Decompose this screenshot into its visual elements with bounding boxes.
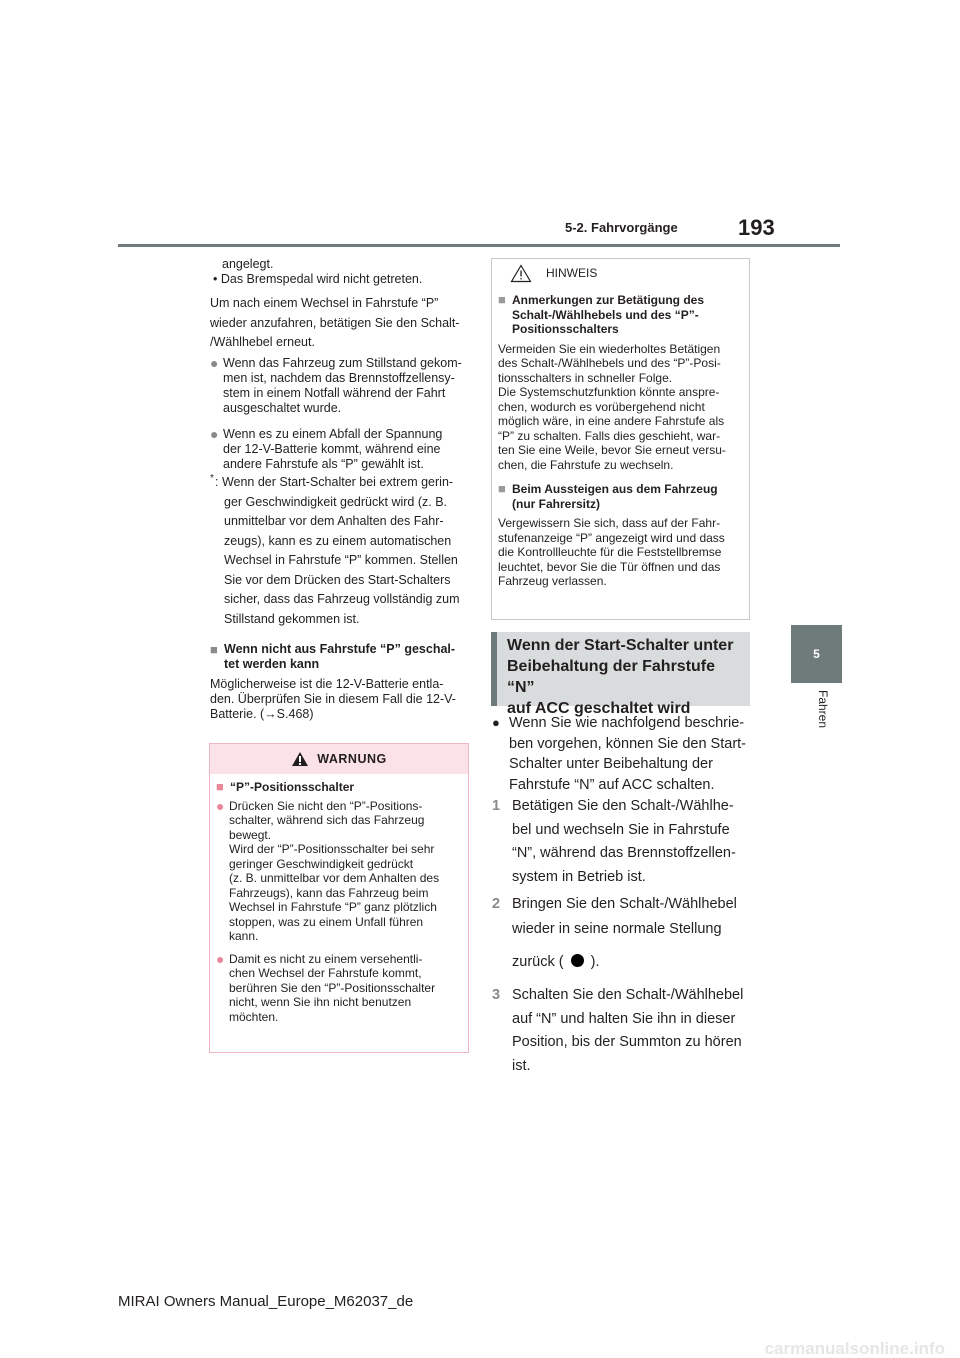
warning-line: Wird der “P”-Positionsschalter bei sehr <box>229 842 435 856</box>
header-rule <box>118 244 840 247</box>
note-line: Fahrzeug verlassen. <box>498 574 607 588</box>
warning-line: chen Wechsel der Fahrstufe kommt, <box>229 966 422 980</box>
note-subhead-line: (nur Fahrersitz) <box>512 496 601 511</box>
chapter-tab[interactable] <box>791 625 842 683</box>
warning-line: stoppen, was zu einem Unfall führen <box>229 914 424 929</box>
left-subhead-body <box>210 677 468 722</box>
para1-line: wieder anzufahren, betätigen Sie den Schalt- <box>210 315 460 330</box>
step-line: system in Betrieb ist. <box>512 868 646 885</box>
step-text: zurück ( <box>512 954 564 970</box>
left-bullet-1 <box>210 356 468 416</box>
step-line: auf “N” und halten Sie ihn in dieser <box>512 1010 736 1027</box>
section-title-line: Beibehaltung der Fahrstufe “N” <box>507 658 716 696</box>
warning-line: berühren Sie den “P”-Positionsschalter <box>229 980 436 995</box>
chapter-number: 5 <box>813 647 820 661</box>
footnote-line: unmittelbar vor dem Anhalten des Fahr- <box>224 514 444 528</box>
bullet-line: Wenn es zu einem Abfall der Spannung <box>223 427 443 441</box>
svg-text:carmanualsonline.info: carmanualsonline.info <box>764 1340 945 1358</box>
subhead-line: Wenn nicht aus Fahrstufe “P” geschal- <box>224 642 456 656</box>
step-line: Bringen Sie den Schalt-/Wählhebel <box>512 896 737 912</box>
note-body-1 <box>498 342 743 473</box>
step-text: ). <box>590 954 600 970</box>
note-line: ten Sie eine Weile, bevor Sie erneut versu- <box>498 443 726 457</box>
caution-triangle-icon <box>510 264 532 283</box>
footnote-line: Stillstand gekommen ist. <box>224 611 360 626</box>
left-subhead <box>210 642 468 672</box>
step-line: ist. <box>512 1057 531 1074</box>
warning-line: Drücken Sie nicht den “P”-Positions- <box>229 798 423 813</box>
warning-item-1 <box>216 799 462 944</box>
warning-body <box>210 774 468 1024</box>
step-number: 2 <box>492 896 501 912</box>
footnote-line: Wechsel in Fahrstufe “P” kommen. Stellen <box>224 553 458 567</box>
note-subhead-line: Anmerkungen zur Betätigung des <box>512 293 705 307</box>
note-line: leuchtet, bevor Sie die Tür öffnen und das <box>498 559 721 574</box>
footnote-mark: * <box>210 473 214 484</box>
intro-line: Fahrstufe “N” auf ACC schalten. <box>509 776 715 793</box>
step-2 <box>492 892 752 975</box>
intro-line: ben vorgehen, können Sie den Start- <box>509 735 746 752</box>
step-line: bel und wechseln Sie in Fahrstufe <box>512 821 730 838</box>
note-subhead-line: Beim Aussteigen aus dem Fahrzeug <box>512 482 718 496</box>
warning-line: schalter, während sich das Fahrzeug <box>229 813 425 827</box>
note-line: stufenanzeige “P” angezeigt wird und dass <box>498 530 725 545</box>
note-line: chen, die Fahrstufe zu wechseln. <box>498 457 674 472</box>
bullet-dot-icon: ● <box>216 797 225 814</box>
bullet-dot-icon: ● <box>492 715 500 730</box>
warning-line: möchten. <box>229 1009 279 1024</box>
section-title-line: auf ACC geschaltet wird <box>507 700 691 717</box>
bullet-line: men ist, nachdem das Brennstoffzellensy- <box>223 371 455 385</box>
warning-line: (z. B. unmittelbar vor dem Anhalten des <box>229 871 440 885</box>
warning-line: Wechsel in Fahrstufe “P” ganz plötzlich <box>229 900 437 914</box>
filled-circle-icon <box>571 954 584 967</box>
note-line: des Schalt-/Wählhebels und des “P”-Posi- <box>498 356 721 370</box>
step-line: Betätigen Sie den Schalt-/Wählhe- <box>512 798 734 814</box>
bullet-line: andere Fahrstufe als “P” gewählt ist. <box>223 457 424 471</box>
subhead-line: tet werden kann <box>224 657 320 671</box>
warning-header <box>210 744 468 774</box>
note-subhead-line: Schalt-/Wählhebels und des “P”- <box>512 307 699 322</box>
step-1 <box>492 795 752 889</box>
note-line: chen, wodurch es vorübergehend nicht <box>498 399 705 414</box>
step-line <box>512 950 737 975</box>
warning-line: Damit es nicht zu einem versehentli- <box>229 951 423 966</box>
square-bullet-icon: ■ <box>498 292 506 307</box>
note-subhead-line: Positionsschalters <box>512 322 619 336</box>
step-number: 1 <box>492 798 501 814</box>
warning-item-2 <box>216 952 462 1025</box>
bullet-line: der 12-V-Batterie kommt, während eine <box>223 442 441 456</box>
manual-footer: MIRAI Owners Manual_Europe_M62037_de <box>118 1293 414 1310</box>
note-body <box>492 287 749 589</box>
body-line: Möglicherweise ist die 12-V-Batterie entla- <box>210 677 444 691</box>
note-line: möglich wäre, in eine andere Fahrstufe als <box>498 414 725 428</box>
body-line[interactable]: Batterie. (→S.468) <box>210 707 314 721</box>
warning-line: Fahrzeugs), kann das Fahrzeug beim <box>229 885 429 900</box>
bullet-line: stem in einem Notfall während der Fahrt <box>223 386 446 400</box>
bullet-line: ausgeschaltet wurde. <box>223 401 342 415</box>
intro-line: Schalter unter Beibehaltung der <box>509 756 713 772</box>
note-line: Die Systemschutzfunktion könnte anspre- <box>498 385 720 399</box>
bullet-dot-icon: ● <box>216 950 225 967</box>
body-line: den. Überprüfen Sie in diesem Fall die 12-V- <box>210 692 456 706</box>
warning-subhead-text: “P”-Positionsschalter <box>230 780 355 794</box>
section-title-line: Wenn der Start-Schalter unter <box>507 637 734 654</box>
intro-bullet <box>492 713 752 795</box>
step-3 <box>492 984 752 1078</box>
warning-triangle-icon <box>291 751 309 767</box>
warning-subhead <box>216 780 462 795</box>
section-header: 5-2. Fahrvorgänge <box>565 220 678 235</box>
warning-line: kann. <box>229 929 259 943</box>
step-line: wieder in seine normale Stellung <box>512 921 722 937</box>
warning-line: bewegt. <box>229 827 272 842</box>
note-line: Vermeiden Sie ein wiederholtes Betätigen <box>498 341 721 356</box>
warning-line: nicht, wenn Sie ihn nicht benutzen <box>229 995 412 1009</box>
footnote-line: ger Geschwindigkeit gedrückt wird (z. B. <box>224 494 448 509</box>
step-number: 3 <box>492 987 501 1003</box>
section-title-box <box>491 632 750 717</box>
note-line: die Kontrollleuchte für die Feststellbremse <box>498 545 722 559</box>
square-bullet-icon: ■ <box>216 779 224 794</box>
warning-title: WARNUNG <box>317 752 387 766</box>
note-line: “P” zu schalten. Falls dies geschieht, war- <box>498 428 721 443</box>
footnote-line: sicher, dass das Fahrzeug vollständig zum <box>224 592 460 606</box>
bullet-dot-icon: ● <box>210 426 219 442</box>
warning-box <box>209 743 469 1053</box>
step-line: “N”, während das Brennstoffzellen- <box>512 845 736 861</box>
note-subhead-2 <box>498 482 743 511</box>
step-line: Position, bis der Summton zu hören <box>512 1034 742 1050</box>
continued-line: angelegt. <box>222 257 274 271</box>
left-footnote <box>210 473 468 629</box>
footnote-line: zeugs), kann es zu einem automatischen <box>224 533 452 548</box>
page-number: 193 <box>738 215 775 240</box>
para1-line: /Wählhebel erneut. <box>210 335 315 349</box>
step-line: Schalten Sie den Schalt-/Wählhebel <box>512 987 744 1003</box>
para1-line: Um nach einem Wechsel in Fahrstufe “P” <box>210 296 439 310</box>
note-line: Vergewissern Sie sich, dass auf der Fahr- <box>498 516 721 530</box>
note-subhead-1 <box>498 293 743 337</box>
note-box <box>491 258 750 620</box>
note-title: HINWEIS <box>546 266 598 280</box>
footnote-line: : Wenn der Start-Schalter bei extrem gerin- <box>215 475 454 489</box>
note-header <box>492 259 749 287</box>
bullet-line: Wenn das Fahrzeug zum Stillstand gekom- <box>223 356 462 370</box>
intro-line: Wenn Sie wie nachfolgend beschrie- <box>509 715 745 731</box>
left-bullet-2 <box>210 427 468 472</box>
note-body-2 <box>498 516 743 589</box>
square-bullet-icon: ■ <box>210 642 218 657</box>
left-para1 <box>210 294 468 353</box>
continued-bullet: • Das Bremspedal wird nicht getreten. <box>213 272 423 286</box>
square-bullet-icon: ■ <box>498 481 506 496</box>
watermark-logo <box>0 1340 960 1358</box>
chapter-title: Fahren <box>816 690 830 729</box>
footnote-line: Sie vor dem Drücken des Start-Schalters <box>224 572 451 587</box>
left-continued <box>210 257 468 287</box>
warning-line: geringer Geschwindigkeit gedrückt <box>229 856 414 871</box>
bullet-dot-icon: ● <box>210 355 219 371</box>
note-line: tionsschalters in schneller Folge. <box>498 370 673 385</box>
